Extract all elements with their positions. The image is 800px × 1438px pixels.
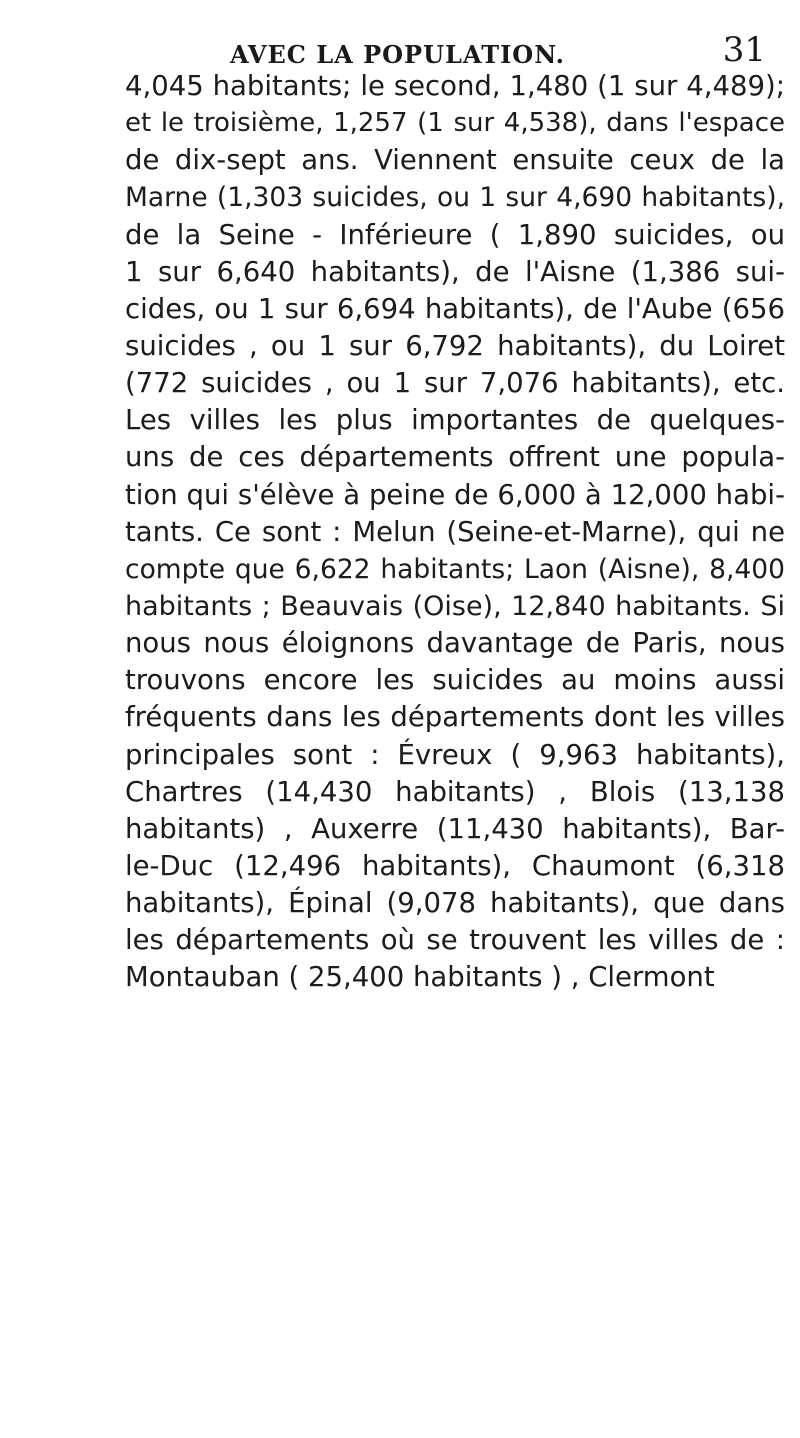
page-number: 31 [722,30,766,70]
text-line: nous nous éloignons davantage de Paris, nous [125,627,785,660]
text-line: habitants ; Beauvais (Oise), 12,840 habitants. Si [125,590,785,622]
text-line: uns de ces départements offrent une popula- [125,441,785,474]
text-line: Marne (1,303 suicides, ou 1 sur 4,690 habitants), [125,182,785,214]
text-line: de la Seine - Inférieure ( 1,890 suicides, ou [125,218,785,251]
text-line: habitants) , Auxerre (11,430 habitants), Bar- [125,812,785,845]
text-line: le-Duc (12,496 habitants), Chaumont (6,318 [125,849,785,882]
text-line: 1 sur 6,640 habitants), de l'Aisne (1,386 sui- [125,255,785,288]
text-line: cides, ou 1 sur 6,694 habitants), de l'Aube (656 [125,292,785,325]
text-line: principales sont : Évreux ( 9,963 habitants), [125,738,785,771]
body-text [125,68,785,997]
text-line: fréquents dans les départements dont les villes [125,701,785,734]
text-line: tants. Ce sont : Melun (Seine-et-Marne), qui ne [125,515,785,548]
text-line: et le troisième, 1,257 (1 sur 4,538), dans l'espace [125,108,785,139]
text-line: habitants), Épinal (9,078 habitants), que dans [125,887,785,920]
text-line: compte que 6,622 habitants; Laon (Aisne), 8,400 [125,553,785,585]
text-line: de dix-sept ans. Viennent ensuite ceux de la [125,144,785,177]
text-line: tion qui s'élève à peine de 6,000 à 12,000 habi- [125,478,785,511]
running-title: AVEC LA POPULATION. [230,40,565,69]
text-line: Chartres (14,430 habitants) , Blois (13,138 [125,775,785,808]
text-line: Les villes les plus importantes de quelques- [125,404,785,437]
text-line: Montauban ( 25,400 habitants ) , Clermont [125,961,715,994]
text-line: trouvons encore les suicides au moins aussi [125,664,785,697]
text-line: les départements où se trouvent les villes de : [125,924,785,957]
running-head [100,28,790,68]
text-line: suicides , ou 1 sur 6,792 habitants), du Loiret [125,329,785,362]
text-line: 4,045 habitants; le second, 1,480 (1 sur 4,489); [125,70,785,102]
text-line: (772 suicides , ou 1 sur 7,076 habitants), etc. [125,367,785,400]
